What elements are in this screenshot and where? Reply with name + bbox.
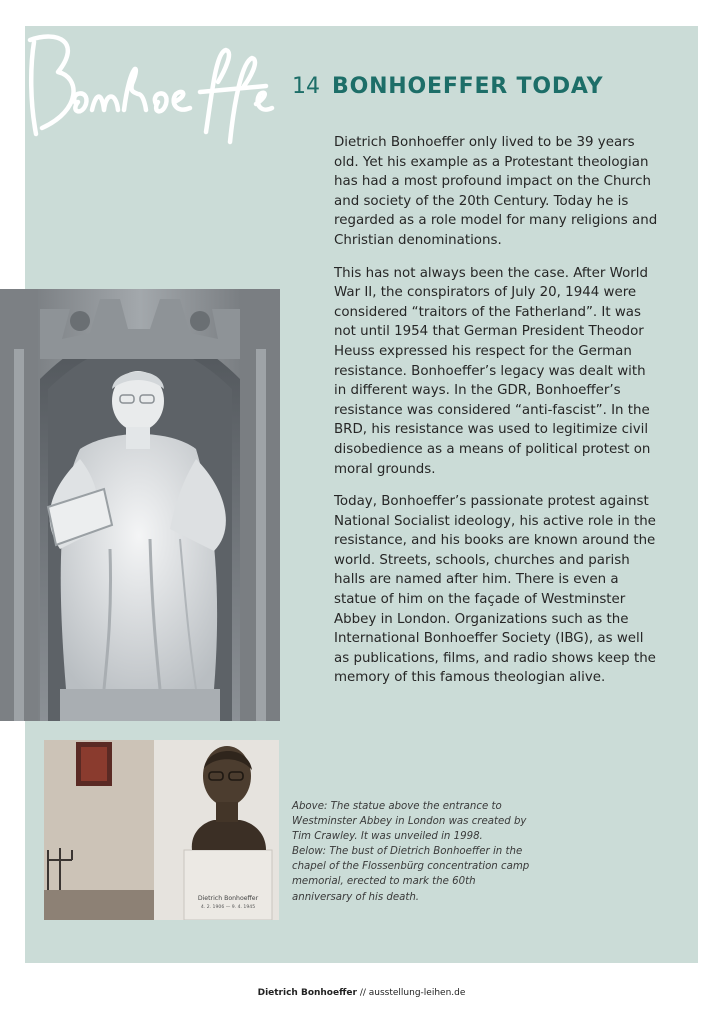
paragraph-2: This has not always been the case. After World War II, the conspirators of July 20, 1944 were considered “traitors of the Fatherland”. It was not until 1954 that German President Theodor Heuss expressed his respect for the German resistance. Bonhoeffer’s legacy was dealt with in different ways. In the GDR, Bonhoeffer’s resistance was considered “anti-fascist”. In the BRD, his resistance was used to legitimize civil disobedience as a means of political protest on moral grounds.: [334, 265, 651, 477]
page-title: BONHOEFFER TODAY: [332, 74, 604, 99]
bust-plaque-dates: 4. 2. 1906 — 9. 4. 1945: [200, 905, 256, 910]
photo-captions: [292, 799, 532, 905]
caption-below: Below: The bust of Dietrich Bonhoeffer in the chapel of the Flossenbürg concentration camp memorial, erected to mark the 60th anniversary of his death.: [292, 846, 530, 903]
westminster-statue-photo: [0, 289, 280, 721]
flossenburg-bust-photo: [44, 740, 279, 920]
section-number: 14: [292, 74, 320, 99]
paragraph-3: Today, Bonhoeffer’s passionate protest against National Socialist ideology, his active role in the resistance, and his books are known around the world. Streets, schools, churches and parish halls are named after him. There is even a statue of him on the façade of Westminster Abbey in London. Organizations such as the International Bonhoeffer Society (IBG), as well as publications, films, and radio shows keep the memory of this famous theologian alive.: [334, 494, 656, 686]
signature-logo: [20, 22, 280, 157]
page-heading: [292, 74, 603, 106]
footer: [0, 988, 723, 998]
bust-plaque-name: Dietrich Bonhoeffer: [197, 895, 259, 902]
footer-site-link[interactable]: ausstellung-leihen.de: [368, 988, 466, 998]
footer-separator: //: [359, 988, 366, 998]
body-text: [334, 133, 658, 701]
footer-name: Dietrich Bonhoeffer: [257, 988, 357, 998]
caption-above: Above: The statue above the entrance to Westminster Abbey in London was created by Tim Crawley. It was unveiled in 1998.: [292, 801, 527, 843]
paragraph-1: Dietrich Bonhoeffer only lived to be 39 years old. Yet his example as a Protestant theologian has had a most profound impact on the Church and society of the 20th Century. Today he is regarded as a role model for many religions and Christian denominations.: [334, 135, 658, 248]
